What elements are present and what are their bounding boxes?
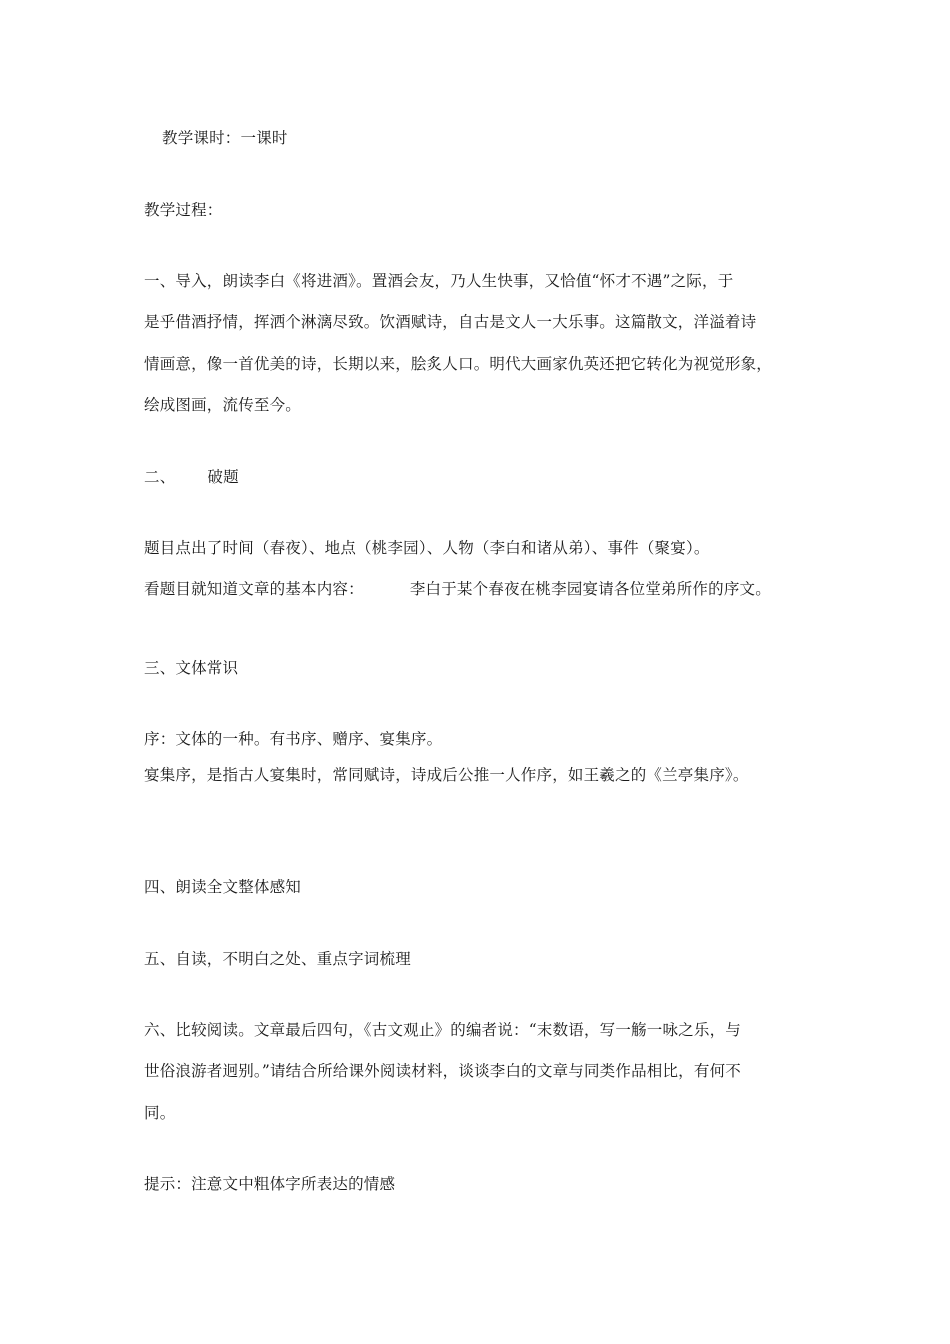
hint-text: 提示：注意文中粗体字所表达的情感 [144,1175,396,1193]
section6-line2: 世俗浪游者迥别。”请结合所给课外阅读材料，谈谈李白的文章与同类作品相比，有何不 [144,1062,741,1080]
lesson-hours: 教学课时：一课时 [162,129,288,147]
section6-line1: 六、比较阅读。文章最后四句，《古文观止》的编者说：“末数语，写一觞一咏之乐，与 [144,1021,741,1039]
section2-line2-label: 看题目就知道文章的基本内容： [144,580,364,598]
section2-title: 破题 [207,468,239,486]
section3-line1: 序：文体的一种。有书序、赠序、宴集序。 [144,730,443,748]
section2-line2 [144,578,771,600]
process-title: 教学过程： [144,201,223,219]
section3-line2: 宴集序，是指古人宴集时，常同赋诗，诗成后公推一人作序，如王羲之的《兰亭集序》。 [144,766,749,784]
section2-number: 二、 [144,468,176,486]
section1-line2: 是乎借酒抒情，挥洒个淋漓尽致。饮酒赋诗，自古是文人一大乐事。这篇散文，洋溢着诗 [144,313,757,331]
section3-title: 三、文体常识 [144,659,239,677]
section2-line2-content: 李白于某个春夜在桃李园宴请各位堂弟所作的序文。 [409,580,771,598]
section2-heading [144,466,239,488]
section6-line3: 同。 [144,1104,176,1122]
section1-line4: 绘成图画，流传至今。 [144,396,302,414]
section2-line1: 题目点出了时间（春夜）、地点（桃李园）、人物（李白和诸从弟）、事件（聚宴）。 [144,539,710,557]
section4-title: 四、朗读全文整体感知 [144,878,302,896]
section1-line3: 情画意，像一首优美的诗，长期以来，脍炙人口。明代大画家仇英还把它转化为视觉形象， [144,355,773,373]
section5-title: 五、自读，不明白之处、重点字词梳理 [144,950,411,968]
section1-line1: 一、导入，朗读李白《将进酒》。置酒会友，乃人生快事，又恰值“怀才不遇”之际，于 [144,272,734,290]
